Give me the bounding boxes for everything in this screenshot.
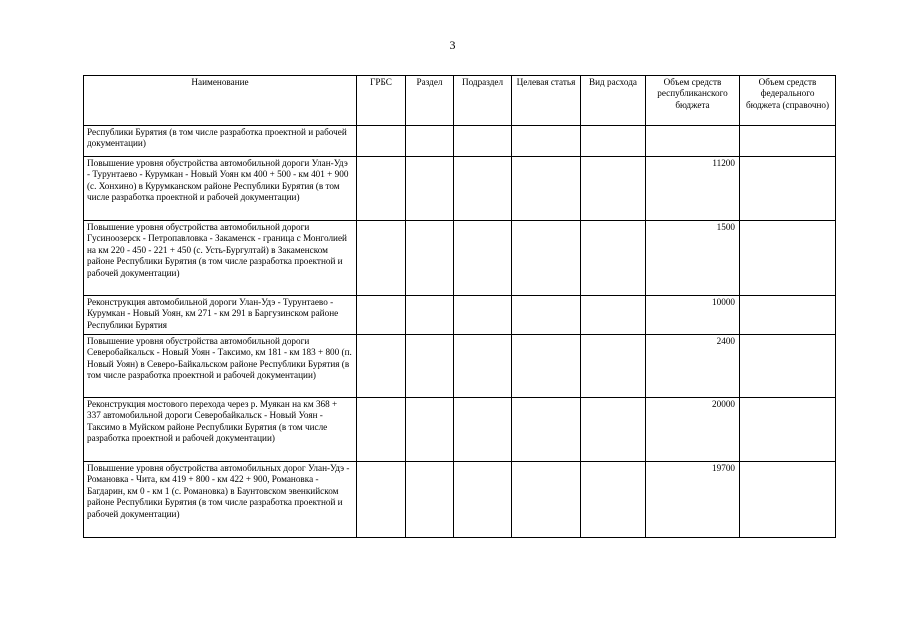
row-razdel <box>406 296 454 335</box>
row-resp-budget <box>646 126 740 157</box>
row-grbs <box>357 462 406 538</box>
page-number: 3 <box>449 38 456 52</box>
row-resp-budget: 20000 <box>646 398 740 462</box>
row-fed-budget <box>740 296 836 335</box>
row-vid-rashoda <box>581 398 646 462</box>
row-grbs <box>357 126 406 157</box>
row-resp-budget: 19700 <box>646 462 740 538</box>
row-name: Повышение уровня обустройства автомобильной дороги Гусиноозерск - Петропавловка - Закаменск - граница с Монголией на км 220 - 450 - 221 + 450 (с. Усть-Бургултай) в Закаменском районе Республики Бурятия (в том числе разработка проектной и рабочей документации) <box>84 221 357 296</box>
row-vid-rashoda <box>581 462 646 538</box>
row-fed-budget <box>740 126 836 157</box>
row-resp-budget: 11200 <box>646 157 740 221</box>
header-resp-budget: Объем средств республиканского бюджета <box>646 76 740 126</box>
row-razdel <box>406 335 454 398</box>
row-podrazdel <box>454 126 512 157</box>
row-celevaya-statya <box>512 462 581 538</box>
header-podrazdel: Подраздел <box>454 76 512 126</box>
table-row <box>84 398 836 462</box>
row-grbs <box>357 296 406 335</box>
row-name: Реконструкция мостового перехода через р. Муякан на км 368 + 337 автомобильной дороги Северобайкальск - Новый Уоян - Таксимо в Муйском районе Республики Бурятия (в том числе разработка проектной и рабочей документации) <box>84 398 357 462</box>
row-fed-budget <box>740 462 836 538</box>
row-razdel <box>406 221 454 296</box>
row-celevaya-statya <box>512 398 581 462</box>
row-vid-rashoda <box>581 221 646 296</box>
row-grbs <box>357 398 406 462</box>
row-vid-rashoda <box>581 157 646 221</box>
header-fed-budget: Объем средств федерального бюджета (справочно) <box>740 76 836 126</box>
row-celevaya-statya <box>512 157 581 221</box>
row-podrazdel <box>454 157 512 221</box>
row-celevaya-statya <box>512 126 581 157</box>
row-name: Реконструкция автомобильной дороги Улан-Удэ - Турунтаево - Курумкан - Новый Уоян, км 271 - км 291 в Баргузинском районе Республики Бурятия <box>84 296 357 335</box>
row-name: Республики Бурятия (в том числе разработка проектной и рабочей документации) <box>84 126 357 157</box>
row-grbs <box>357 221 406 296</box>
row-podrazdel <box>454 296 512 335</box>
row-celevaya-statya <box>512 221 581 296</box>
row-podrazdel <box>454 335 512 398</box>
row-resp-budget: 1500 <box>646 221 740 296</box>
row-razdel <box>406 398 454 462</box>
row-podrazdel <box>454 462 512 538</box>
budget-table <box>83 75 836 538</box>
row-fed-budget <box>740 398 836 462</box>
row-celevaya-statya <box>512 335 581 398</box>
row-podrazdel <box>454 221 512 296</box>
row-razdel <box>406 157 454 221</box>
row-resp-budget: 2400 <box>646 335 740 398</box>
row-fed-budget <box>740 335 836 398</box>
row-vid-rashoda <box>581 335 646 398</box>
header-razdel: Раздел <box>406 76 454 126</box>
row-fed-budget <box>740 221 836 296</box>
table-header-row <box>84 76 836 126</box>
row-grbs <box>357 157 406 221</box>
row-name: Повышение уровня обустройства автомобильной дороги Северобайкальск - Новый Уоян - Таксимо, км 181 - км 183 + 800 (п. Новый Уоян) в Северо-Байкальском районе Республики Бурятия (в том числе разработка проектной и рабочей документации) <box>84 335 357 398</box>
row-resp-budget: 10000 <box>646 296 740 335</box>
row-grbs <box>357 335 406 398</box>
header-name: Наименование <box>84 76 357 126</box>
table-row <box>84 157 836 221</box>
table-row <box>84 296 836 335</box>
table-row <box>84 126 836 157</box>
header-vid-rashoda: Вид расхода <box>581 76 646 126</box>
row-fed-budget <box>740 157 836 221</box>
row-celevaya-statya <box>512 296 581 335</box>
table-row <box>84 335 836 398</box>
row-vid-rashoda <box>581 296 646 335</box>
row-razdel <box>406 462 454 538</box>
row-name: Повышение уровня обустройства автомобильной дороги Улан-Удэ - Турунтаево - Курумкан - Новый Уоян км 400 + 500 - км 401 + 900 (с. Хонхино) в Курумканском районе Республики Бурятия (в том числе разработка проектной и рабочей документации) <box>84 157 357 221</box>
row-vid-rashoda <box>581 126 646 157</box>
row-razdel <box>406 126 454 157</box>
header-celevaya-statya: Целевая статья <box>512 76 581 126</box>
table-row <box>84 221 836 296</box>
table-row <box>84 462 836 538</box>
row-name: Повышение уровня обустройства автомобильных дорог Улан-Удэ - Романовка - Чита, км 419 + 800 - км 422 + 900, Романовка - Багдарин, км 0 - км 1 (с. Романовка) в Баунтовском эвенкийском районе Республики Бурятия (в том числе разработка проектной и рабочей документации) <box>84 462 357 538</box>
row-podrazdel <box>454 398 512 462</box>
header-grbs: ГРБС <box>357 76 406 126</box>
